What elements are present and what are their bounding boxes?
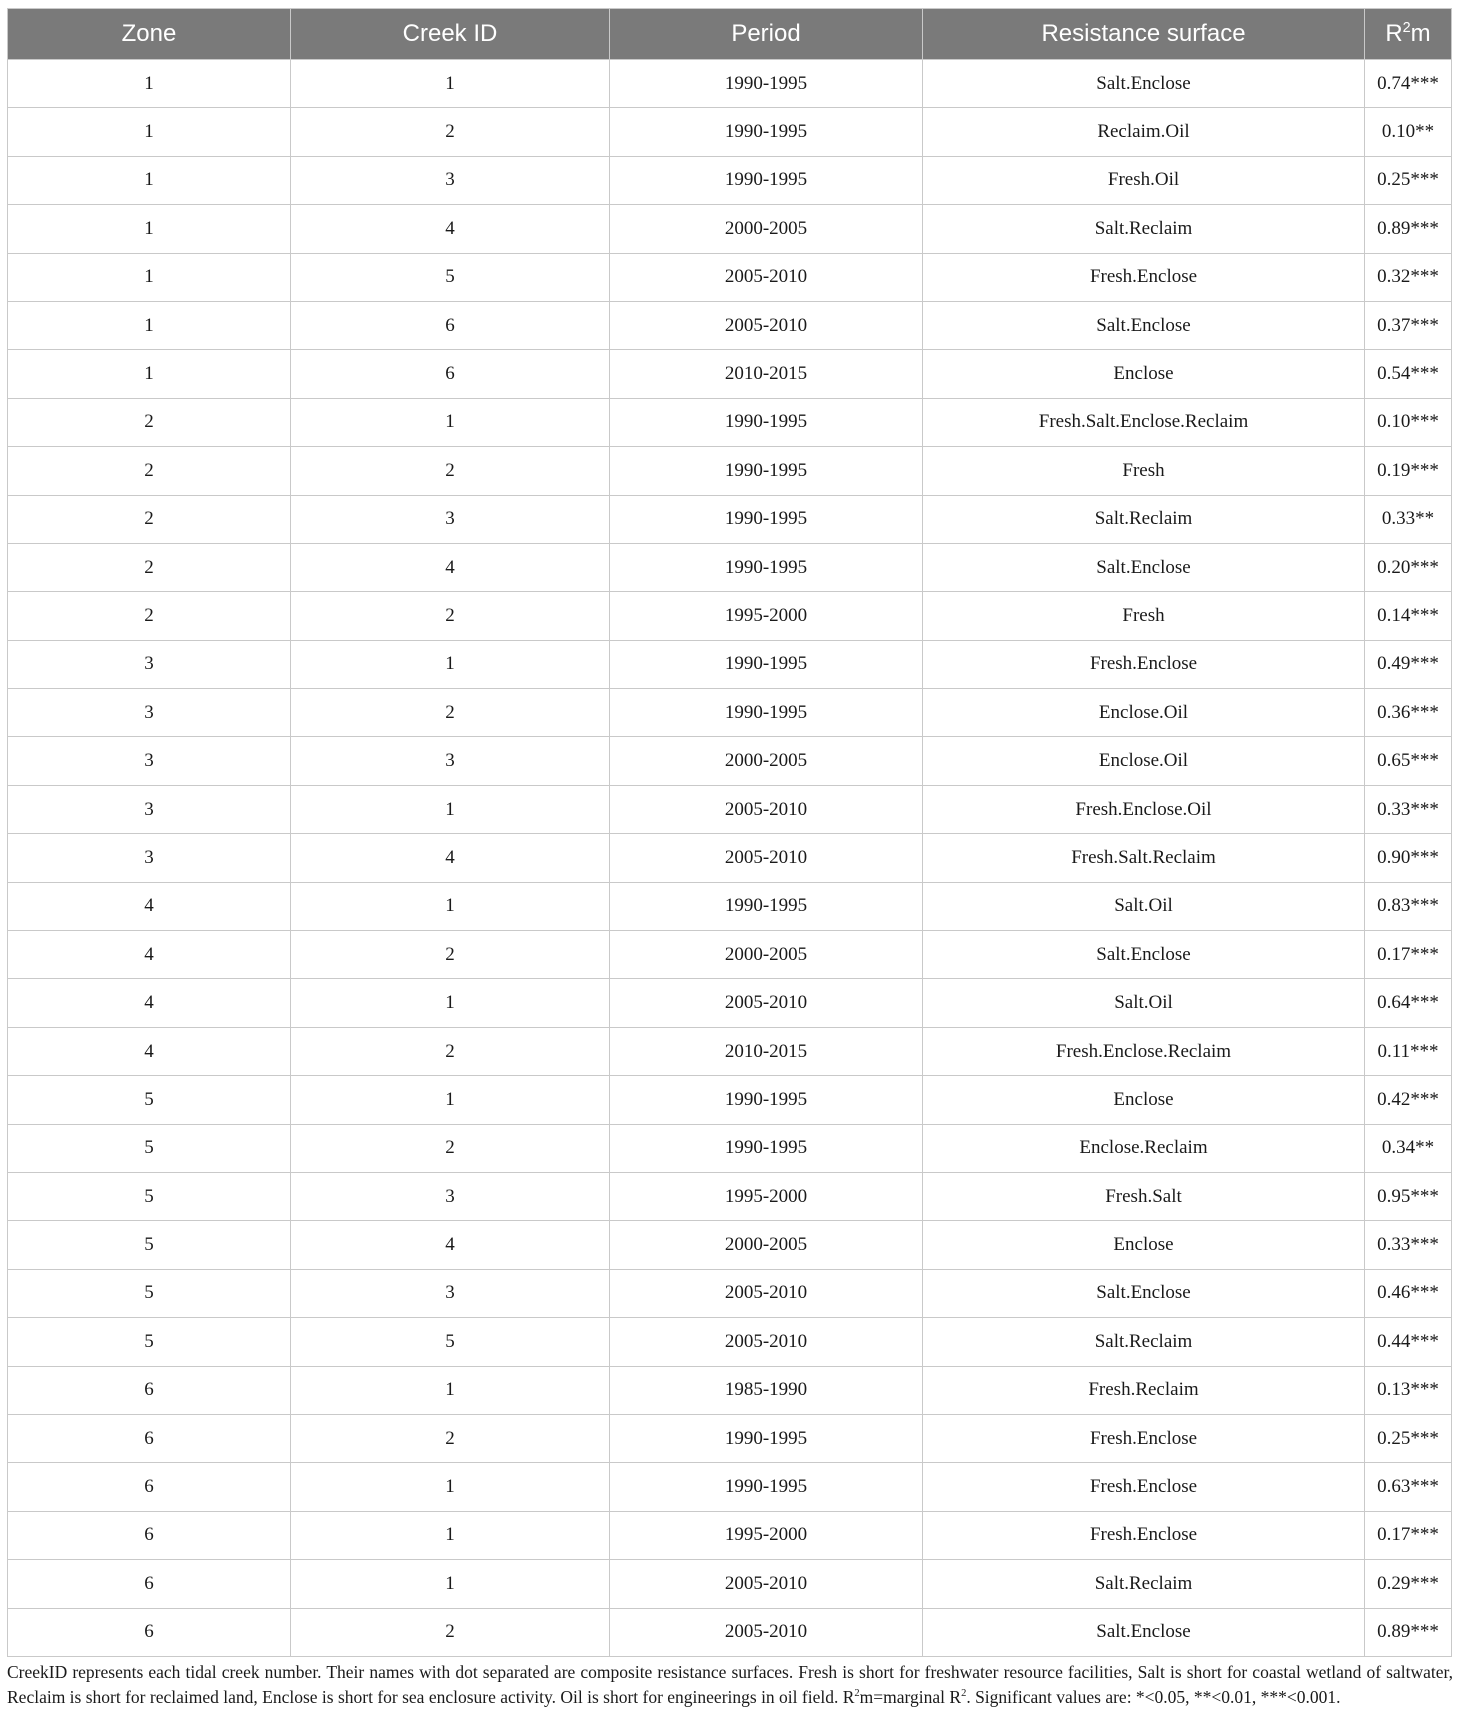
cell-resistance-surface: Fresh <box>923 447 1365 495</box>
header-zone: Zone <box>8 9 291 60</box>
cell-resistance-surface: Enclose <box>923 1221 1365 1269</box>
table-row <box>8 640 1452 688</box>
cell-r2m: 0.49*** <box>1365 640 1452 688</box>
cell-r2m: 0.74*** <box>1365 60 1452 108</box>
cell-r2m: 0.64*** <box>1365 979 1452 1027</box>
cell-resistance-surface: Enclose <box>923 350 1365 398</box>
cell-creek-id: 4 <box>291 543 610 591</box>
cell-period: 1995-2000 <box>610 592 923 640</box>
cell-zone: 6 <box>8 1511 291 1559</box>
cell-resistance-surface: Fresh.Enclose <box>923 1511 1365 1559</box>
cell-creek-id: 4 <box>291 1221 610 1269</box>
table-row <box>8 1221 1452 1269</box>
header-period: Period <box>610 9 923 60</box>
cell-r2m: 0.65*** <box>1365 737 1452 785</box>
cell-r2m: 0.42*** <box>1365 1076 1452 1124</box>
cell-zone: 6 <box>8 1608 291 1656</box>
cell-resistance-surface: Fresh.Salt.Reclaim <box>923 834 1365 882</box>
cell-period: 1990-1995 <box>610 156 923 204</box>
cell-zone: 2 <box>8 495 291 543</box>
cell-creek-id: 3 <box>291 1269 610 1317</box>
cell-period: 2010-2015 <box>610 350 923 398</box>
cell-r2m: 0.17*** <box>1365 931 1452 979</box>
cell-creek-id: 3 <box>291 156 610 204</box>
cell-creek-id: 1 <box>291 1560 610 1608</box>
cell-r2m: 0.63*** <box>1365 1463 1452 1511</box>
cell-period: 1990-1995 <box>610 495 923 543</box>
cell-creek-id: 1 <box>291 60 610 108</box>
table-row <box>8 1608 1452 1656</box>
cell-zone: 2 <box>8 592 291 640</box>
cell-period: 1990-1995 <box>610 398 923 446</box>
cell-zone: 6 <box>8 1414 291 1462</box>
footnote-part1: CreekID represents each tidal creek number. Their names with dot separated are composite resistance surfaces. Fresh is short for freshwater resource facilities, Salt is short for coastal wetland of saltwater, Reclaim is short for reclaimed land, Enclose is short for sea enclosure activity. Oil is short for engineerings in oil field. R <box>7 1662 1453 1707</box>
cell-resistance-surface: Salt.Oil <box>923 882 1365 930</box>
table-row <box>8 447 1452 495</box>
cell-period: 2005-2010 <box>610 301 923 349</box>
cell-resistance-surface: Salt.Enclose <box>923 543 1365 591</box>
cell-period: 2000-2005 <box>610 931 923 979</box>
cell-zone: 3 <box>8 737 291 785</box>
cell-zone: 4 <box>8 882 291 930</box>
cell-r2m: 0.89*** <box>1365 1608 1452 1656</box>
cell-period: 2005-2010 <box>610 1608 923 1656</box>
cell-r2m: 0.33*** <box>1365 785 1452 833</box>
cell-zone: 5 <box>8 1318 291 1366</box>
table-row <box>8 882 1452 930</box>
cell-creek-id: 2 <box>291 1608 610 1656</box>
results-table <box>7 8 1452 1657</box>
table-row <box>8 1027 1452 1075</box>
table-header-row <box>8 9 1452 60</box>
cell-zone: 4 <box>8 979 291 1027</box>
cell-period: 2000-2005 <box>610 737 923 785</box>
cell-resistance-surface: Fresh.Enclose <box>923 1463 1365 1511</box>
cell-creek-id: 2 <box>291 592 610 640</box>
cell-r2m: 0.25*** <box>1365 1414 1452 1462</box>
cell-r2m: 0.20*** <box>1365 543 1452 591</box>
cell-r2m: 0.32*** <box>1365 253 1452 301</box>
cell-period: 1990-1995 <box>610 1414 923 1462</box>
cell-zone: 1 <box>8 253 291 301</box>
cell-r2m: 0.19*** <box>1365 447 1452 495</box>
table-row <box>8 1463 1452 1511</box>
cell-resistance-surface: Enclose <box>923 1076 1365 1124</box>
cell-period: 2005-2010 <box>610 834 923 882</box>
cell-period: 2005-2010 <box>610 979 923 1027</box>
cell-period: 2005-2010 <box>610 1318 923 1366</box>
cell-resistance-surface: Fresh.Oil <box>923 156 1365 204</box>
cell-creek-id: 1 <box>291 979 610 1027</box>
cell-r2m: 0.36*** <box>1365 689 1452 737</box>
cell-period: 2005-2010 <box>610 253 923 301</box>
cell-creek-id: 1 <box>291 1076 610 1124</box>
table-row <box>8 495 1452 543</box>
table-row <box>8 1511 1452 1559</box>
cell-creek-id: 1 <box>291 1463 610 1511</box>
cell-creek-id: 6 <box>291 350 610 398</box>
cell-period: 1990-1995 <box>610 543 923 591</box>
cell-creek-id: 2 <box>291 1124 610 1172</box>
cell-r2m: 0.33** <box>1365 495 1452 543</box>
cell-period: 2010-2015 <box>610 1027 923 1075</box>
header-r2m-sup: 2 <box>1402 20 1411 36</box>
cell-zone: 2 <box>8 447 291 495</box>
cell-period: 1990-1995 <box>610 1076 923 1124</box>
cell-zone: 3 <box>8 785 291 833</box>
cell-resistance-surface: Fresh.Reclaim <box>923 1366 1365 1414</box>
cell-period: 1985-1990 <box>610 1366 923 1414</box>
table-row <box>8 689 1452 737</box>
table-row <box>8 1366 1452 1414</box>
cell-creek-id: 1 <box>291 785 610 833</box>
cell-resistance-surface: Fresh.Enclose.Reclaim <box>923 1027 1365 1075</box>
table-row <box>8 592 1452 640</box>
header-creek-id: Creek ID <box>291 9 610 60</box>
table-row <box>8 1269 1452 1317</box>
cell-creek-id: 3 <box>291 737 610 785</box>
cell-zone: 5 <box>8 1269 291 1317</box>
cell-zone: 6 <box>8 1560 291 1608</box>
cell-r2m: 0.37*** <box>1365 301 1452 349</box>
cell-zone: 4 <box>8 931 291 979</box>
cell-creek-id: 1 <box>291 1366 610 1414</box>
cell-resistance-surface: Salt.Oil <box>923 979 1365 1027</box>
cell-resistance-surface: Reclaim.Oil <box>923 108 1365 156</box>
cell-zone: 2 <box>8 543 291 591</box>
table-footnote <box>7 1660 1453 1710</box>
cell-resistance-surface: Salt.Enclose <box>923 1269 1365 1317</box>
table-row <box>8 301 1452 349</box>
table-row <box>8 785 1452 833</box>
footnote-sup2: 2 <box>961 1688 967 1700</box>
cell-period: 1990-1995 <box>610 60 923 108</box>
cell-resistance-surface: Fresh <box>923 592 1365 640</box>
cell-period: 1990-1995 <box>610 640 923 688</box>
header-r2m-base: R <box>1385 20 1403 47</box>
cell-resistance-surface: Salt.Reclaim <box>923 1560 1365 1608</box>
cell-resistance-surface: Salt.Reclaim <box>923 495 1365 543</box>
cell-zone: 3 <box>8 689 291 737</box>
cell-resistance-surface: Enclose.Reclaim <box>923 1124 1365 1172</box>
cell-r2m: 0.46*** <box>1365 1269 1452 1317</box>
cell-creek-id: 3 <box>291 495 610 543</box>
cell-resistance-surface: Fresh.Enclose <box>923 253 1365 301</box>
cell-period: 2000-2005 <box>610 205 923 253</box>
cell-r2m: 0.29*** <box>1365 1560 1452 1608</box>
cell-zone: 5 <box>8 1172 291 1220</box>
cell-period: 1990-1995 <box>610 1124 923 1172</box>
cell-period: 2000-2005 <box>610 1221 923 1269</box>
results-table-container <box>7 8 1451 1657</box>
table-row <box>8 979 1452 1027</box>
cell-creek-id: 1 <box>291 640 610 688</box>
cell-zone: 5 <box>8 1221 291 1269</box>
cell-r2m: 0.83*** <box>1365 882 1452 930</box>
table-row <box>8 1124 1452 1172</box>
cell-r2m: 0.90*** <box>1365 834 1452 882</box>
cell-r2m: 0.54*** <box>1365 350 1452 398</box>
cell-period: 2005-2010 <box>610 785 923 833</box>
cell-r2m: 0.14*** <box>1365 592 1452 640</box>
table-row <box>8 1414 1452 1462</box>
table-row <box>8 1076 1452 1124</box>
table-row <box>8 156 1452 204</box>
cell-zone: 3 <box>8 834 291 882</box>
cell-resistance-surface: Salt.Reclaim <box>923 205 1365 253</box>
cell-r2m: 0.33*** <box>1365 1221 1452 1269</box>
cell-period: 1995-2000 <box>610 1172 923 1220</box>
cell-zone: 1 <box>8 350 291 398</box>
cell-r2m: 0.11*** <box>1365 1027 1452 1075</box>
cell-period: 1990-1995 <box>610 447 923 495</box>
cell-zone: 1 <box>8 301 291 349</box>
cell-zone: 2 <box>8 398 291 446</box>
header-r2m <box>1365 9 1452 60</box>
cell-creek-id: 2 <box>291 1027 610 1075</box>
footnote-part3: . Significant values are: *<0.05, **<0.01, ***<0.001. <box>966 1687 1341 1707</box>
cell-zone: 1 <box>8 156 291 204</box>
cell-resistance-surface: Fresh.Salt.Enclose.Reclaim <box>923 398 1365 446</box>
cell-r2m: 0.17*** <box>1365 1511 1452 1559</box>
cell-creek-id: 3 <box>291 1172 610 1220</box>
cell-resistance-surface: Salt.Enclose <box>923 301 1365 349</box>
table-row <box>8 253 1452 301</box>
table-row <box>8 1172 1452 1220</box>
cell-creek-id: 6 <box>291 301 610 349</box>
cell-r2m: 0.34** <box>1365 1124 1452 1172</box>
cell-creek-id: 2 <box>291 108 610 156</box>
cell-period: 2005-2010 <box>610 1269 923 1317</box>
cell-resistance-surface: Enclose.Oil <box>923 689 1365 737</box>
table-row <box>8 737 1452 785</box>
table-body <box>8 60 1452 1657</box>
table-row <box>8 543 1452 591</box>
footnote-sup1: 2 <box>854 1688 860 1700</box>
cell-zone: 5 <box>8 1076 291 1124</box>
cell-creek-id: 1 <box>291 1511 610 1559</box>
cell-creek-id: 2 <box>291 931 610 979</box>
table-row <box>8 350 1452 398</box>
cell-r2m: 0.10*** <box>1365 398 1452 446</box>
cell-resistance-surface: Fresh.Enclose <box>923 640 1365 688</box>
cell-period: 1990-1995 <box>610 108 923 156</box>
cell-zone: 1 <box>8 205 291 253</box>
cell-r2m: 0.25*** <box>1365 156 1452 204</box>
cell-period: 1995-2000 <box>610 1511 923 1559</box>
cell-creek-id: 5 <box>291 253 610 301</box>
header-resistance-surface: Resistance surface <box>923 9 1365 60</box>
cell-zone: 4 <box>8 1027 291 1075</box>
table-row <box>8 834 1452 882</box>
table-row <box>8 931 1452 979</box>
cell-r2m: 0.95*** <box>1365 1172 1452 1220</box>
cell-creek-id: 4 <box>291 834 610 882</box>
cell-zone: 6 <box>8 1366 291 1414</box>
cell-period: 2005-2010 <box>610 1560 923 1608</box>
cell-period: 1990-1995 <box>610 1463 923 1511</box>
cell-creek-id: 1 <box>291 398 610 446</box>
cell-resistance-surface: Salt.Enclose <box>923 60 1365 108</box>
table-row <box>8 398 1452 446</box>
table-row <box>8 1560 1452 1608</box>
cell-resistance-surface: Salt.Enclose <box>923 1608 1365 1656</box>
cell-zone: 1 <box>8 108 291 156</box>
cell-zone: 1 <box>8 60 291 108</box>
cell-creek-id: 5 <box>291 1318 610 1366</box>
cell-resistance-surface: Salt.Reclaim <box>923 1318 1365 1366</box>
header-r2m-suffix: m <box>1410 20 1431 47</box>
cell-r2m: 0.13*** <box>1365 1366 1452 1414</box>
cell-zone: 6 <box>8 1463 291 1511</box>
cell-r2m: 0.89*** <box>1365 205 1452 253</box>
cell-period: 1990-1995 <box>610 882 923 930</box>
cell-creek-id: 2 <box>291 447 610 495</box>
footnote-part2: m=marginal R <box>859 1687 962 1707</box>
table-row <box>8 60 1452 108</box>
table-row <box>8 1318 1452 1366</box>
cell-r2m: 0.10** <box>1365 108 1452 156</box>
cell-zone: 3 <box>8 640 291 688</box>
cell-period: 1990-1995 <box>610 689 923 737</box>
cell-creek-id: 2 <box>291 1414 610 1462</box>
cell-resistance-surface: Enclose.Oil <box>923 737 1365 785</box>
cell-resistance-surface: Salt.Enclose <box>923 931 1365 979</box>
table-row <box>8 205 1452 253</box>
cell-r2m: 0.44*** <box>1365 1318 1452 1366</box>
cell-creek-id: 4 <box>291 205 610 253</box>
cell-resistance-surface: Fresh.Enclose <box>923 1414 1365 1462</box>
cell-creek-id: 1 <box>291 882 610 930</box>
cell-creek-id: 2 <box>291 689 610 737</box>
cell-zone: 5 <box>8 1124 291 1172</box>
cell-resistance-surface: Fresh.Salt <box>923 1172 1365 1220</box>
cell-resistance-surface: Fresh.Enclose.Oil <box>923 785 1365 833</box>
table-row <box>8 108 1452 156</box>
